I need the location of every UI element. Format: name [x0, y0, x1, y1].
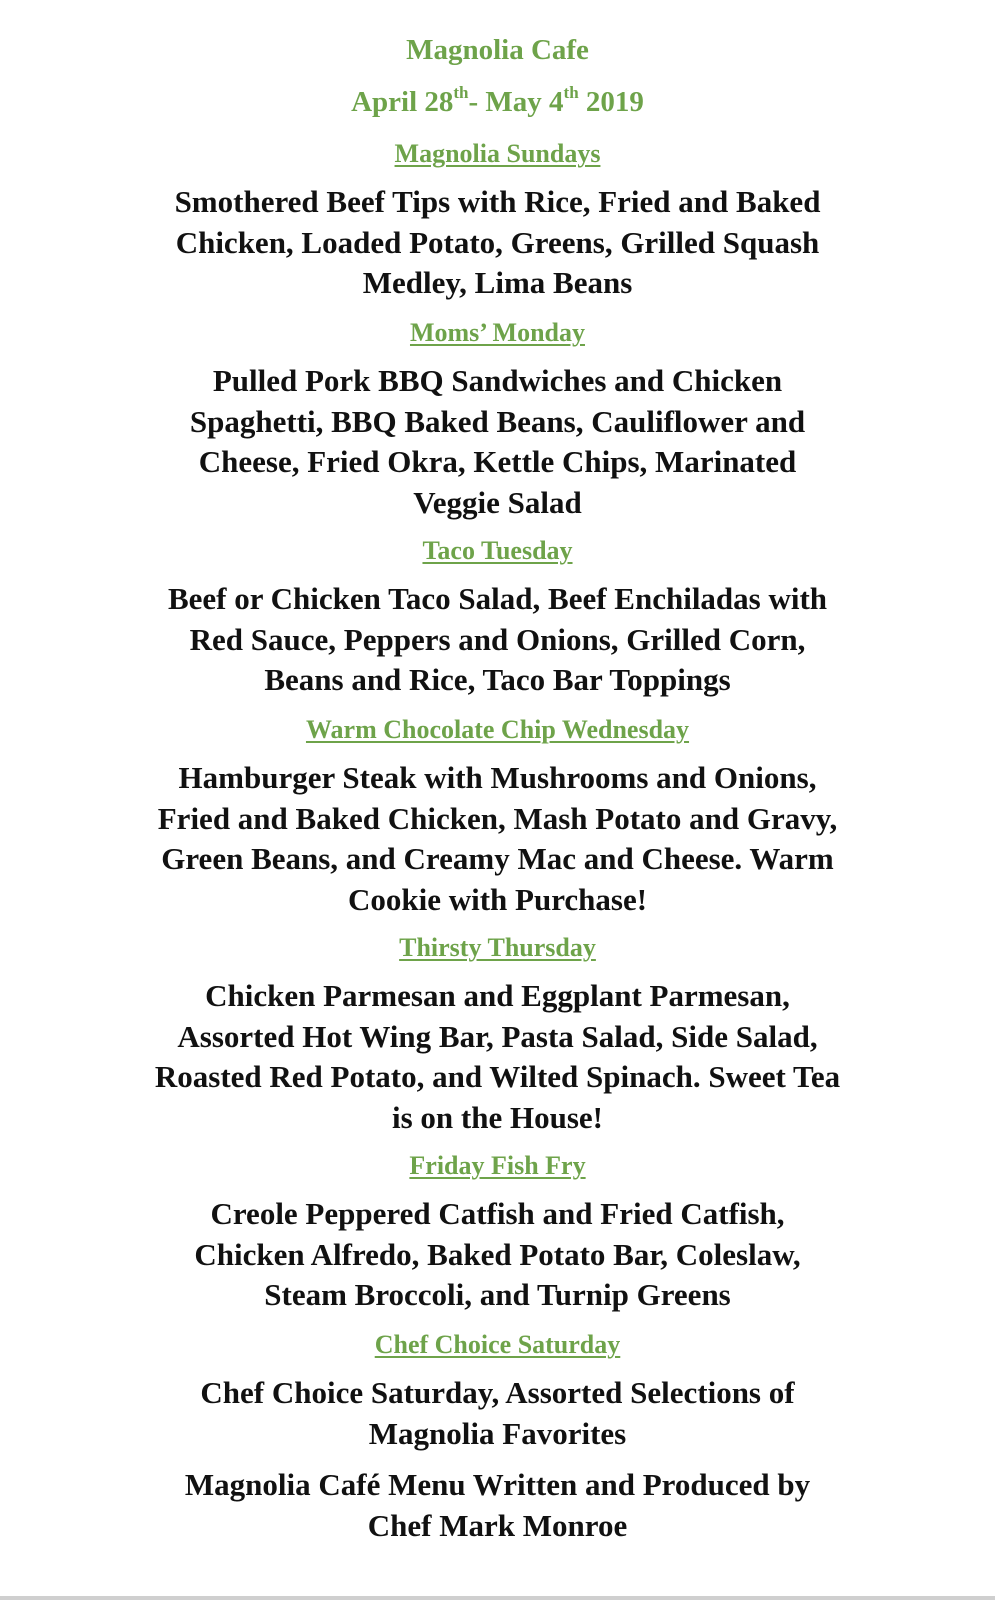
heading-friday: Friday Fish Fry — [409, 1151, 586, 1180]
menu-line: Red Sauce, Peppers and Onions, Grilled Corn, — [189, 621, 806, 657]
menu-line: Pulled Pork BBQ Sandwiches and Chicken — [212, 363, 783, 398]
date-end: - May 4 — [468, 86, 564, 118]
menu-line: is on the House! — [392, 1099, 603, 1135]
menu-line: Beef or Chicken Taco Salad, Beef Enchiladas with — [167, 581, 828, 616]
bottom-divider — [0, 1596, 995, 1600]
menu-line: Chicken Parmesan and Eggplant Parmesan, — [205, 978, 790, 1013]
menu-line: Hamburger Steak with Mushrooms and Onions, — [178, 760, 817, 795]
heading-sunday: Magnolia Sundays — [394, 139, 601, 168]
heading-monday: Moms’ Monday — [409, 318, 585, 347]
items-saturday — [100, 1373, 895, 1454]
menu-line: Chicken, Loaded Potato, Greens, Grilled Squash — [175, 224, 820, 260]
items-tuesday — [100, 579, 895, 701]
items-thursday — [100, 976, 895, 1138]
date-year: 2019 — [578, 86, 644, 118]
menu-line: Chef Choice Saturday, Assorted Selections of — [200, 1375, 795, 1410]
items-wednesday — [100, 758, 895, 920]
date-start: April 28 — [351, 86, 454, 118]
menu-line: Medley, Lima Beans — [362, 265, 633, 300]
items-sunday — [100, 182, 895, 304]
menu-line: Cookie with Purchase! — [347, 881, 648, 917]
menu-line: Creole Peppered Catfish and Fried Catfish, — [210, 1196, 785, 1231]
credits-line: Chef Mark Monroe — [367, 1507, 628, 1543]
date-start-suffix: th — [453, 83, 469, 103]
items-monday — [100, 361, 895, 523]
menu-line: Chicken Alfredo, Baked Potato Bar, Coleslaw, — [194, 1236, 801, 1272]
heading-saturday: Chef Choice Saturday — [374, 1330, 621, 1359]
menu-line: Steam Broccoli, and Turnip Greens — [264, 1277, 731, 1312]
heading-wednesday: Warm Chocolate Chip Wednesday — [305, 715, 690, 744]
date-end-suffix: th — [563, 83, 579, 103]
cafe-title: Magnolia Cafe — [406, 34, 589, 66]
menu-line: Roasted Red Potato, and Wilted Spinach. Sweet Tea — [154, 1059, 841, 1094]
heading-thursday: Thirsty Thursday — [399, 933, 596, 962]
heading-tuesday: Taco Tuesday — [422, 536, 573, 565]
menu-line: Beans and Rice, Taco Bar Toppings — [264, 662, 731, 697]
menu-line: Green Beans, and Creamy Mac and Cheese. Warm — [161, 841, 834, 876]
menu-line: Fried and Baked Chicken, Mash Potato and Gravy, — [157, 800, 838, 836]
menu-line: Spaghetti, BBQ Baked Beans, Cauliflower and — [189, 403, 806, 439]
menu-date-range — [0, 84, 995, 120]
menu-credits — [100, 1465, 895, 1546]
menu-line: Smothered Beef Tips with Rice, Fried and Baked — [174, 184, 821, 219]
menu-line: Magnolia Favorites — [368, 1415, 627, 1451]
menu-line: Veggie Salad — [413, 484, 582, 520]
menu-line: Cheese, Fried Okra, Kettle Chips, Marinated — [198, 444, 797, 479]
items-friday — [100, 1194, 895, 1316]
menu-line: Assorted Hot Wing Bar, Pasta Salad, Side Salad, — [177, 1018, 818, 1054]
credits-line: Magnolia Café Menu Written and Produced by — [184, 1467, 811, 1502]
